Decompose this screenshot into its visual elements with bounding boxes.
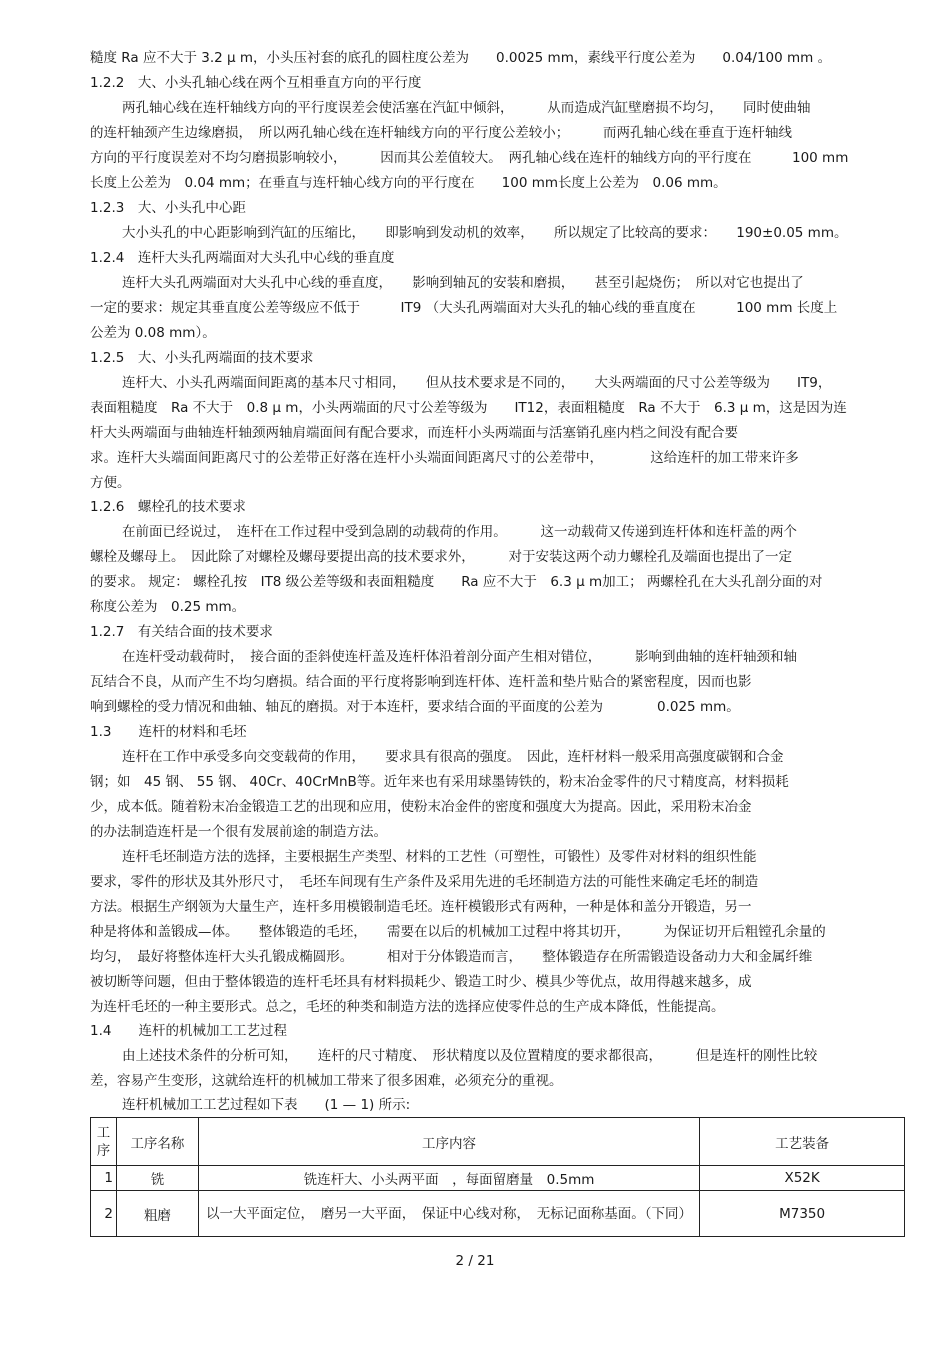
paragraph-line: 大小头孔的中心距影响到汽缸的压缩比， 即影响到发动机的效率， 所以规定了比较高的要求： 190±0.05 mm。 bbox=[122, 225, 848, 241]
paragraph-line: 在连杆受动载荷时， 接合面的歪斜使连杆盖及连杆体沿着剖分面产生相对错位， 影响到曲轴的连杆轴颈和轴 bbox=[122, 649, 797, 665]
paragraph-line: 长度上公差为 0.04 mm；在垂直与连杆轴心线方向的平行度在 100 mm长度上公差为 0.06 mm。 bbox=[90, 175, 727, 191]
paragraph-line: 由上述技术条件的分析可知， 连杆的尺寸精度、 形状精度以及位置精度的要求都很高， 但是连杆的刚性比较 bbox=[122, 1048, 818, 1064]
paragraph-line: 表面粗糙度 Ra 不大于 0.8 μ m，小头两端面的尺寸公差等级为 IT12，表面粗糙度 Ra 不大于 6.3 μ m，这是因为连 bbox=[90, 400, 847, 416]
header-step-no: 工序 bbox=[91, 1118, 117, 1166]
section-heading: 1.3 连杆的材料和毛坯 bbox=[90, 724, 247, 740]
table-header-row bbox=[91, 1118, 905, 1166]
paragraph-line: 求。连杆大头端面间距离尺寸的公差带正好落在连杆小头端面间距离尺寸的公差带中， 这给连杆的加工带来许多 bbox=[90, 450, 799, 466]
paragraph-line: 连杆在工作中承受多向交变载荷的作用， 要求具有很高的强度。 因此，连杆材料一般采用高强度碳钢和合金 bbox=[122, 749, 784, 765]
paragraph-line: 连杆大、小头孔两端面间距离的基本尺寸相同， 但从技术要求是不同的， 大头两端面的尺寸公差等级为 IT9， bbox=[122, 375, 832, 391]
paragraph-line: 差，容易产生变形，这就给连杆的机械加工带来了很多困难，必须充分的重视。 bbox=[90, 1073, 563, 1089]
cell-equipment: X52K bbox=[700, 1166, 905, 1191]
paragraph-line: 为连杆毛坯的一种主要形式。总之，毛坯的种类和制造方法的选择应使零件总的生产成本降低，性能提高。 bbox=[90, 999, 725, 1015]
table-row bbox=[91, 1166, 905, 1191]
section-heading: 1.2.5 大、小头孔两端面的技术要求 bbox=[90, 350, 314, 366]
paragraph-line: 要求，零件的形状及其外形尺寸， 毛坯车间现有生产条件及采用先进的毛坯制造方法的可能性来确定毛坯的制造 bbox=[90, 874, 759, 890]
header-equipment: 工艺装备 bbox=[700, 1118, 905, 1166]
table-row bbox=[91, 1191, 905, 1237]
paragraph-line: 螺栓及螺母上。 因此除了对螺栓及螺母要提出高的技术要求外， 对于安装这两个动力螺栓孔及端面也提出了一定 bbox=[90, 549, 792, 565]
header-step-name: 工序名称 bbox=[116, 1118, 198, 1166]
cell-step-content: 以一大平面定位， 磨另一大平面， 保证中心线对称， 无标记面称基面。（下同） bbox=[198, 1191, 699, 1237]
paragraph-line: 称度公差为 0.25 mm。 bbox=[90, 599, 246, 615]
cell-equipment: M7350 bbox=[700, 1191, 905, 1237]
section-heading: 1.2.7 有关结合面的技术要求 bbox=[90, 624, 273, 640]
paragraph-line: 瓦结合不良，从而产生不均匀磨损。结合面的平行度将影响到连杆体、连杆盖和垫片贴合的紧密程度，因而也影 bbox=[90, 674, 752, 690]
page-number: 2 / 21 bbox=[455, 1253, 495, 1269]
paragraph-line: 在前面已经说过， 连杆在工作过程中受到急剧的动载荷的作用。 这一动载荷又传递到连杆体和连杆盖的两个 bbox=[122, 524, 797, 540]
cell-step-no: 2 bbox=[91, 1191, 117, 1237]
table-caption: 连杆机械加工工艺过程如下表 (1 — 1) 所示: bbox=[122, 1097, 411, 1113]
paragraph-line: 一定的要求：规定其垂直度公差等级应不低于 IT9 （大头孔两端面对大头孔的轴心线的垂直度在 100 mm 长度上 bbox=[90, 300, 838, 316]
paragraph-line: 少，成本低。随着粉末冶金锻造工艺的出现和应用，使粉末冶金件的密度和强度大为提高。因此，采用粉末冶金 bbox=[90, 799, 752, 815]
paragraph-line: 均匀， 最好将整体连杆大头孔锻成椭圆形。 相对于分体锻造而言， 整体锻造存在所需锻造设备动力大和金属纤维 bbox=[90, 949, 813, 965]
section-heading: 1.2.4 连杆大头孔两端面对大头孔中心线的垂直度 bbox=[90, 250, 395, 266]
paragraph-line: 种是将体和盖锻成—体。 整体锻造的毛坯， 需要在以后的机械加工过程中将其切开， 为保证切开后粗镗孔余量的 bbox=[90, 924, 826, 940]
cell-step-no: 1 bbox=[91, 1166, 117, 1191]
paragraph-line: 方向的平行度误差对不均匀磨损影响较小， 因而其公差值较大。 两孔轴心线在连杆的轴线方向的平行度在 100 mm bbox=[90, 150, 849, 166]
paragraph-line: 的连杆轴颈产生边缘磨损， 所以两孔轴心线在连杆轴线方向的平行度公差较小； 而两孔轴心线在垂直于连杆轴线 bbox=[90, 125, 792, 141]
paragraph-line: 的要求。 规定： 螺栓孔按 IT8 级公差等级和表面粗糙度 Ra 应不大于 6.3 μ m加工； 两螺栓孔在大头孔剖分面的对 bbox=[90, 574, 823, 590]
header-step-content: 工序内容 bbox=[198, 1118, 699, 1166]
paragraph-line: 响到螺栓的受力情况和曲轴、轴瓦的磨损。对于本连杆，要求结合面的平面度的公差为 0.025 mm。 bbox=[90, 699, 740, 715]
paragraph-line: 杆大头两端面与曲轴连杆轴颈两轴肩端面间有配合要求，而连杆小头两端面与活塞销孔座内档之间没有配合要 bbox=[90, 425, 738, 441]
paragraph-line: 两孔轴心线在连杆轴线方向的平行度误差会使活塞在汽缸中倾斜， 从而造成汽缸壁磨损不均匀， 同时使曲轴 bbox=[122, 100, 811, 116]
section-heading: 1.2.2 大、小头孔轴心线在两个互相垂直方向的平行度 bbox=[90, 75, 422, 91]
process-table bbox=[90, 1117, 905, 1237]
text-line: 糙度 Ra 应不大于 3.2 μ m，小头压衬套的底孔的圆柱度公差为 0.0025 mm，素线平行度公差为 0.04/100 mm 。 bbox=[90, 50, 832, 66]
section-heading: 1.2.3 大、小头孔中心距 bbox=[90, 200, 246, 216]
cell-step-name: 粗磨 bbox=[116, 1191, 198, 1237]
paragraph-line: 钢；如 45 钢、 55 钢、 40Cr、40CrMnB等。近年来也有采用球墨铸铁的，粉末冶金零件的尺寸精度高，材料损耗 bbox=[90, 774, 789, 790]
paragraph-line: 方法。根据生产纲领为大量生产，连杆多用模锻制造毛坯。连杆模锻形式有两种，一种是体和盖分开锻造，另一 bbox=[90, 899, 752, 915]
paragraph-line: 的办法制造连杆是一个很有发展前途的制造方法。 bbox=[90, 824, 387, 840]
section-heading: 1.2.6 螺栓孔的技术要求 bbox=[90, 499, 246, 515]
section-heading: 1.4 连杆的机械加工工艺过程 bbox=[90, 1023, 287, 1039]
paragraph-line: 连杆大头孔两端面对大头孔中心线的垂直度， 影响到轴瓦的安装和磨损， 甚至引起烧伤； 所以对它也提出了 bbox=[122, 275, 804, 291]
paragraph-line: 方便。 bbox=[90, 475, 131, 491]
paragraph-line: 连杆毛坯制造方法的选择，主要根据生产类型、材料的工艺性（可塑性，可锻性）及零件对材料的组织性能 bbox=[122, 849, 757, 865]
cell-step-content: 铣连杆大、小头两平面 ，每面留磨量 0.5mm bbox=[198, 1166, 699, 1191]
cell-step-name: 铣 bbox=[116, 1166, 198, 1191]
paragraph-line: 被切断等问题，但由于整体锻造的连杆毛坯具有材料损耗少、锻造工时少、模具少等优点，故用得越来越多，成 bbox=[90, 974, 752, 990]
paragraph-line: 公差为 0.08 mm）。 bbox=[90, 325, 216, 341]
